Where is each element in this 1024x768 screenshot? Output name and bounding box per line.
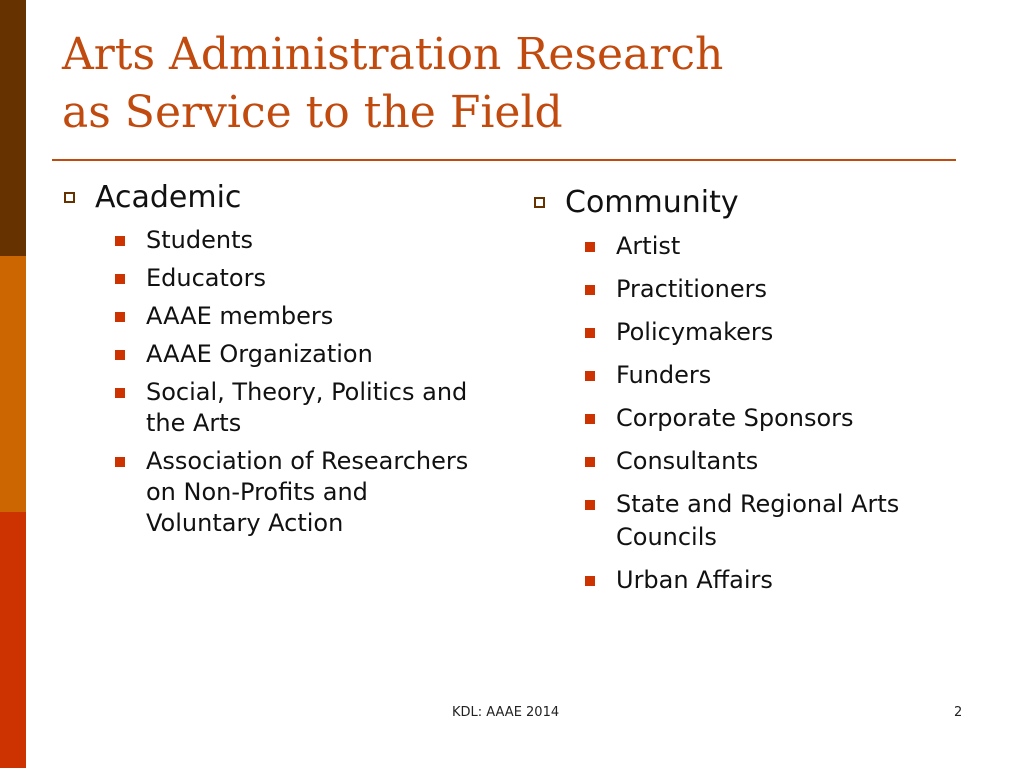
list-item: Social, Theory, Politics and the Arts <box>114 377 482 439</box>
hollow-square-bullet-icon <box>64 192 75 203</box>
community-column <box>532 185 972 607</box>
academic-heading-label: Academic <box>95 180 242 215</box>
academic-heading <box>62 180 482 215</box>
footer-text: KDL: AAAE 2014 <box>452 705 560 720</box>
square-bullet-icon <box>585 285 595 295</box>
list-item: Funders <box>584 359 972 392</box>
square-bullet-icon <box>115 274 125 284</box>
square-bullet-icon <box>585 457 595 467</box>
square-bullet-icon <box>585 371 595 381</box>
title-line-1: Arts Administration Research <box>62 29 724 80</box>
list-item: Corporate Sponsors <box>584 402 972 435</box>
side-bar-bottom <box>0 512 26 768</box>
square-bullet-icon <box>115 236 125 246</box>
list-item: Consultants <box>584 445 972 478</box>
square-bullet-icon <box>585 328 595 338</box>
slide-title <box>62 26 962 142</box>
title-line-2: as Service to the Field <box>62 87 563 138</box>
community-heading-label: Community <box>565 185 739 220</box>
square-bullet-icon <box>115 388 125 398</box>
side-bar-middle <box>0 256 26 512</box>
square-bullet-icon <box>585 414 595 424</box>
square-bullet-icon <box>115 350 125 360</box>
square-bullet-icon <box>115 312 125 322</box>
list-item: Practitioners <box>584 273 972 306</box>
square-bullet-icon <box>585 242 595 252</box>
side-bar-top <box>0 0 26 256</box>
page-number: 2 <box>954 705 963 720</box>
list-item: State and Regional Arts Councils <box>584 488 972 554</box>
list-item: Association of Researchers on Non-Profits and Voluntary Action <box>114 446 482 539</box>
academic-column <box>62 180 482 546</box>
list-item: Students <box>114 225 482 256</box>
list-item: AAAE members <box>114 301 482 332</box>
academic-list <box>62 225 482 539</box>
list-item: Urban Affairs <box>584 564 972 597</box>
list-item: Artist <box>584 230 972 263</box>
square-bullet-icon <box>115 457 125 467</box>
square-bullet-icon <box>585 500 595 510</box>
community-heading <box>532 185 972 220</box>
list-item: AAAE Organization <box>114 339 482 370</box>
list-item: Educators <box>114 263 482 294</box>
list-item: Policymakers <box>584 316 972 349</box>
title-divider <box>52 159 956 161</box>
square-bullet-icon <box>585 576 595 586</box>
community-list <box>532 230 972 597</box>
hollow-square-bullet-icon <box>534 197 545 208</box>
